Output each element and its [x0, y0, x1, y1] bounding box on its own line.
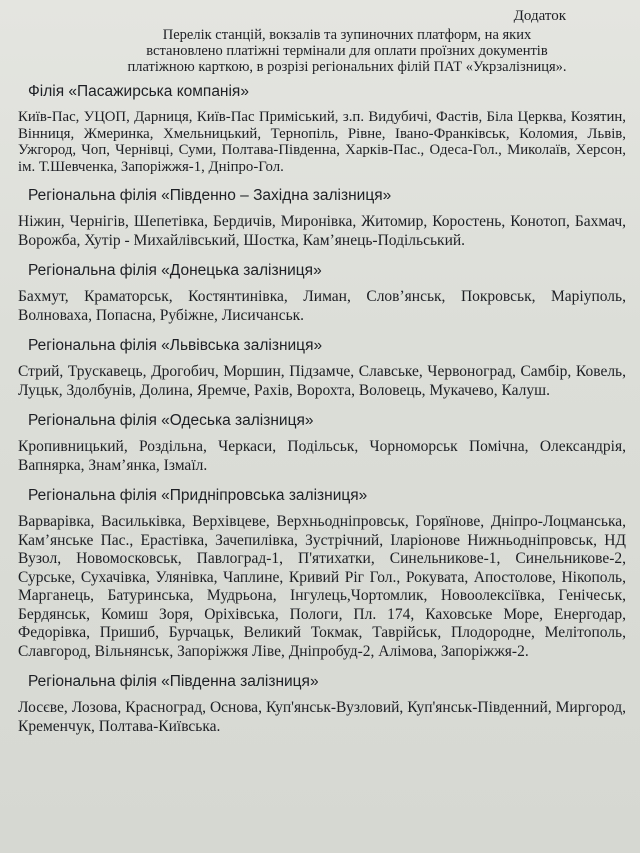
appendix-label: Додаток	[513, 8, 566, 24]
section-title-odesa: Регіональна філія «Одеська залізниця»	[28, 412, 314, 429]
station-list-donetsk: Бахмут, Краматорськ, Костянтинівка, Лиман, Слов’янськ, Покровськ, Маріуполь, Волноваха, Попасна, Рубіжне, Лисичанськ.	[18, 288, 626, 324]
heading-line: Перелік станцій, вокзалів та зупиночних платформ, на яких	[162, 27, 532, 43]
station-list-south-western: Ніжин, Чернігів, Шепетівка, Бердичів, Миронівка, Житомир, Коростень, Конотоп, Бахмач, Ворожба, Хутір - Михайлівський, Шостка, Кам’янець-Подільський.	[18, 213, 626, 249]
station-list-lviv: Стрий, Трускавець, Дрогобич, Моршин, Підзамче, Славське, Червоноград, Самбір, Ковель, Луцьк, Здолбунів, Долина, Яремче, Рахів, Ворохта, Воловець, Мукачево, Калуш.	[18, 363, 626, 399]
section-title-southern: Регіональна філія «Південна залізниця»	[28, 673, 319, 690]
section-title-prydniprovska: Регіональна філія «Придніпровська залізниця»	[28, 487, 368, 504]
station-list-southern: Лосєве, Лозова, Красноград, Основа, Куп'янськ-Вузловий, Куп'янськ-Південний, Миргород, Кременчук, Полтава-Київська.	[18, 699, 626, 735]
station-list-odesa: Кропивницький, Роздільна, Черкаси, Подільськ, Чорноморськ Помічна, Олександрія, Вапнярка, Знам’янка, Ізмаїл.	[18, 438, 626, 474]
section-title-passenger-company: Філія «Пасажирська компанія»	[28, 83, 249, 100]
heading-line: встановлено платіжні термінали для оплати проїзних документів	[146, 43, 548, 59]
document-heading	[78, 27, 616, 75]
station-list-passenger-company: Київ-Пас, УЦОП, Дарниця, Київ-Пас Приміський, з.п. Видубичі, Фастів, Біла Церква, Козятин, Вінниця, Жмеринка, Хмельницький, Тернопіль, Рівне, Івано-Франківськ, Коломия, Львів, Ужгород, Чоп, Чернівці, Суми, Полтава-Південна, Харків-Пас., Одеса-Гол., Миколаїв, Херсон, ім. Т.Шевченка, Запоріжжя-1, Дніпро-Гол.	[18, 109, 626, 175]
heading-line: платіжною карткою, в розрізі регіональних філій ПАТ «Укрзалізниця».	[127, 59, 567, 75]
section-title-south-western: Регіональна філія «Південно – Західна залізниця»	[28, 187, 392, 204]
section-title-donetsk: Регіональна філія «Донецька залізниця»	[28, 262, 322, 279]
station-list-prydniprovska: Варварівка, Васильківка, Верхівцеве, Верхньодніпровськ, Горяїнове, Дніпро-Лоцманська, Кам’янське Пас., Ерастівка, Зачепилівка, Зустрічний, Іларіонове Нижньодніпровськ, НД Вузол, Новомосковськ, Павлоград-1, П'ятихатки, Синельникове-1, Синельникове-2, Сурське, Сухачівка, Улянівка, Чаплине, Кривий Ріг Гол., Рокувата, Апостолове, Нікополь, Марганець, Батуринська, Мудрьона, Інгулець,Чортомлик, Новоолексіївка, Генічеськ, Бердянськ, Комиш Зоря, Оріхівська, Пологи, Пл. 174, Каховське Море, Енергодар, Федорівка, Пришиб, Бурчацьк, Великий Токмак, Таврійськ, Плодородне, Мелітополь, Славгород, Вільнянськ, Запоріжжя Ліве, Дніпробуд-2, Алімова, Запоріжжя-2.	[18, 513, 626, 660]
section-title-lviv: Регіональна філія «Львівська залізниця»	[28, 337, 323, 354]
